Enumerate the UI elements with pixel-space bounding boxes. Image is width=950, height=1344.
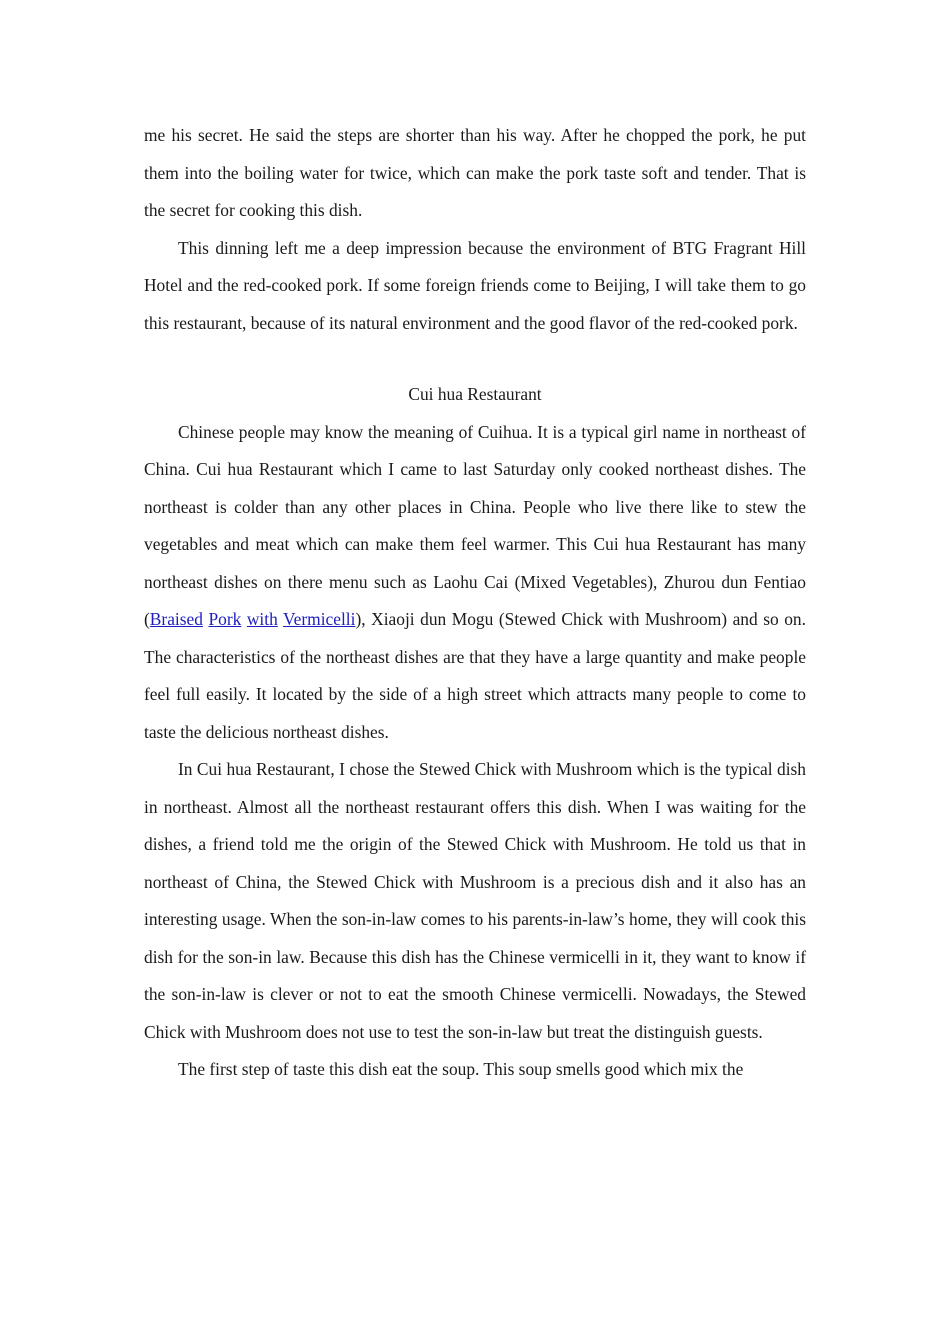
- link-vermicelli[interactable]: Vermicelli: [283, 609, 356, 629]
- link-with[interactable]: with: [246, 609, 278, 629]
- section-title: Cui hua Restaurant: [408, 384, 542, 404]
- paragraph-dinning-impression: This dinning left me a deep impression because the environment of BTG Fragrant Hill Hotel and the red-cooked pork. If some foreign friends come to Beijing, I will take them to go this restaurant, because of its natural environment and the good flavor of the red-cooked pork.: [144, 237, 806, 333]
- paragraph-text: ), Xiaoji dun Mogu (Stewed Chick with Mushroom) and so on. The characteristics of the northeast dishes are that they have a large quantity and make people feel full easily. It located by the side of a high street which attracts many people to come to taste the delicious northeast dishes.: [144, 609, 806, 742]
- link-braised[interactable]: Braised: [149, 609, 203, 629]
- paragraph-stewed-chick: In Cui hua Restaurant, I chose the Stewed Chick with Mushroom which is the typical dish in northeast. Almost all the northeast restaurant offers this dish. When I was waiting for the dishes, a friend told me the origin of the Stewed Chick with Mushroom. He told us that in northeast of China, the Stewed Chick with Mushroom is a precious dish and it also has an interesting usage. When the son-in-law comes to his parents-in-law’s home, they will cook this dish for the son-in law. Because this dish has the Chinese vermicelli in it, they want to know if the son-in-law is clever or not to eat the smooth Chinese vermicelli. Nowadays, the Stewed Chick with Mushroom does not use to test the son-in-law but treat the distinguish guests.: [144, 759, 806, 1042]
- section-spacer: [144, 342, 806, 376]
- paragraph-first-step: The first step of taste this dish eat the soup. This soup smells good which mix the: [178, 1059, 744, 1079]
- paragraph-continuation: me his secret. He said the steps are shorter than his way. After he chopped the pork, he put them into the boiling water for twice, which can make the pork taste soft and tender. That is the secret for cooking this dish.: [144, 125, 806, 220]
- paragraph-cuihua-intro: [144, 414, 806, 752]
- link-pork[interactable]: Pork: [208, 609, 242, 629]
- paragraph-text: Chinese people may know the meaning of Cuihua. It is a typical girl name in northeast of China. Cui hua Restaurant which I came to last Saturday only cooked northeast dishes. The northeast is colder than any other places in China. People who live there like to stew the vegetables and meat which can make them feel warmer. This Cui hua Restaurant has many northeast dishes on there menu such as Laohu Cai (Mixed Vegetables), Zhurou dun Fentiao (: [144, 421, 806, 629]
